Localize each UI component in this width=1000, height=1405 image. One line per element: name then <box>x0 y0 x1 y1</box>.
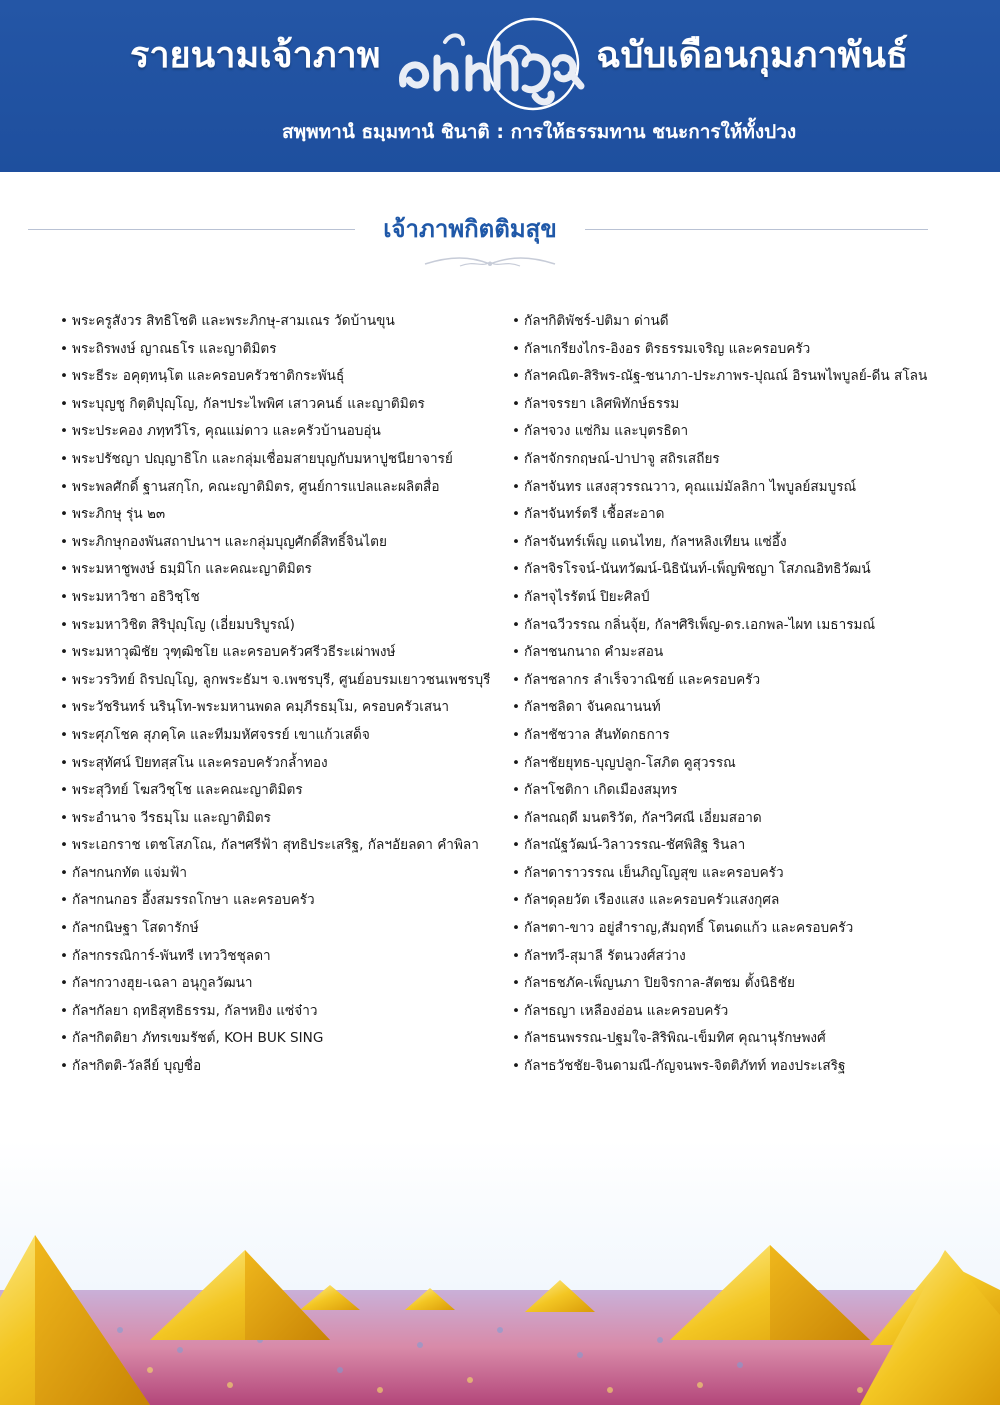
sponsor-name-item: • กัลฯณัฐวัฒน์-วิลาวรรณ-ชัศพิสิฐ รินลา <box>510 832 980 860</box>
sponsor-name-item: • พระสุทัศน์ ปิยทสฺสโน และครอบครัวกล้ำทอง <box>58 750 510 778</box>
header-subtitle: สพฺพทานํ ธมฺมทานํ ชินาติ : การให้ธรรมทาน ชนะการให้ทั้งปวง <box>282 121 797 143</box>
sponsor-list-right <box>510 308 980 1081</box>
sponsor-name-item: • กัลฯชลากร ลำเร็จวาณิชย์ และครอบครัว <box>510 667 980 695</box>
sponsor-name-item: • พระพลศักดิ์ ฐานสกฺโก, คณะญาติมิตร, ศูนย์การแปลและผลิตสื่อ <box>58 474 510 502</box>
sponsor-name-item: • พระมหาวิชิต สิริปุญฺโญ (เอี่ยมบริบูรณ์) <box>58 612 510 640</box>
sponsor-name-item: • พระมหาวิชา อธิวิชฺโช <box>58 584 510 612</box>
sponsor-name-item: • พระประคอง ภทฺทวีโร, คุณแม่ดาว และครัวบ้านอบอุ่น <box>58 418 510 446</box>
sponsor-name-item: • กัลฯชนกนาถ คำมะสอน <box>510 639 980 667</box>
sponsor-name-item: • พระวัชรินทร์ นรินฺโท-พระมหานพดล คมฺภีรธมฺโม, ครอบครัวเสนา <box>58 694 510 722</box>
sponsor-name-item: • กัลฯจันทร์เพ็ญ แดนไทย, กัลฯหลิงเทียน แซ่อึ้ง <box>510 529 980 557</box>
sponsor-name-item: • กัลฯดุลยวัต เรืองแสง และครอบครัวแสงกุศล <box>510 887 980 915</box>
sponsor-name-item: • กัลฯกนกอร อึ้งสมรรถโกษา และครอบครัว <box>58 887 510 915</box>
magazine-logo <box>385 14 590 114</box>
sponsor-name-item: • กัลฯโชติกา เกิดเมืองสมุทร <box>510 777 980 805</box>
heading-rule-right <box>585 229 928 230</box>
header-banner <box>0 0 1000 172</box>
sponsor-name-item: • กัลฯตา-ขาว อยู่สำราญ,สัมฤทธิ์ โตนดแก้ว และครอบครัว <box>510 915 980 943</box>
sponsor-name-item: • พระปรัชญา ปญฺญาธิโก และกลุ่มเชื่อมสายบุญกับมหาปูชนียาจารย์ <box>58 446 510 474</box>
sponsor-name-item: • กัลฯธชภัค-เพ็ญนภา ปิยจิรกาล-สัตชม ตั้งนิธิชัย <box>510 970 980 998</box>
sponsor-name-item: • พระบุญชู กิตฺติปุญฺโญ, กัลฯประไพพิศ เสาวคนธ์ และญาติมิตร <box>58 391 510 419</box>
sponsor-name-item: • กัลฯกัลยา ฤทธิสุทธิธรรม, กัลฯหยิง แซ่จ๋าว <box>58 998 510 1026</box>
sponsor-name-item: • กัลฯกนิษฐา โสดารักษ์ <box>58 915 510 943</box>
sponsor-name-item: • กัลฯทวี-สุมาลี รัตนวงศ์สว่าง <box>510 943 980 971</box>
sponsor-name-item: • กัลฯธญา เหลืองอ่อน และครอบครัว <box>510 998 980 1026</box>
sponsor-name-item: • กัลฯกวางฮุย-เฉลา อนุกูลวัฒนา <box>58 970 510 998</box>
sponsor-name-item: • กัลฯดาราวรรณ เย็นภิญโญสุข และครอบครัว <box>510 860 980 888</box>
sponsor-name-item: • กัลฯกรรณิการ์-พันทรี เทววิชชุลดา <box>58 943 510 971</box>
sponsor-name-item: • พระวรวิทย์ ถิรปญฺโญ, ลูกพระธัมฯ จ.เพชรบุรี, ศูนย์อบรมเยาวชนเพชรบุรี <box>58 667 510 695</box>
sponsor-name-item: • กัลฯจิรโรจน์-นันทวัฒน์-นิธินันท์-เพ็ญพิชญา โสภณอิทธิวัฒน์ <box>510 556 980 584</box>
sponsor-name-item: • พระอำนาจ วีรธมฺโม และญาติมิตร <box>58 805 510 833</box>
pagoda-illustration <box>0 1140 1000 1405</box>
sponsor-name-item: • กัลฯกิตติ-วัลลีย์ บุญชื่อ <box>58 1053 510 1081</box>
sponsor-name-item: • พระสุวิทย์ โฆสวิชฺโช และคณะญาติมิตร <box>58 777 510 805</box>
sponsor-name-item: • พระครูสังวร สิทธิโชติ และพระภิกษุ-สามเณร วัดบ้านขุน <box>58 308 510 336</box>
sponsor-name-item: • กัลฯคณิต-สิริพร-ณัฐ-ชนาภา-ประภาพร-ปุณณ์ อิรนพไพบูลย์-ดีน สโลน <box>510 363 980 391</box>
sponsor-list-left <box>58 308 510 1081</box>
sponsor-name-item: • พระภิกษุกองพันสถาปนาฯ และกลุ่มบุญศักดิ์สิทธิ์จินไตย <box>58 529 510 557</box>
sponsor-name-item: • กัลฯจุไรรัตน์ ปิยะศิลป์ <box>510 584 980 612</box>
sponsor-name-item: • กัลฯชลิดา จันคณานนท์ <box>510 694 980 722</box>
sponsor-name-item: • พระมหาวุฒิชัย วุฑฺฒิชโย และครอบครัวศรีวธีระเผ่าพงษ์ <box>58 639 510 667</box>
sponsor-name-item: • พระถิรพงษ์ ญาณธโร และญาติมิตร <box>58 336 510 364</box>
sponsor-name-item: • กัลฯจันทร์ตรี เชื้อสะอาด <box>510 501 980 529</box>
sponsor-name-item: • กัลฯกิตติยา ภัทรเขมรัชต์, KOH BUK SING <box>58 1025 510 1053</box>
sponsor-name-item: • กัลฯเกรียงไกร-อิงอร ติรธรรมเจริญ และครอบครัว <box>510 336 980 364</box>
section-heading <box>0 208 1000 252</box>
header-title-left: รายนามเจ้าภาพ <box>130 35 381 76</box>
sponsor-name-item: • กัลฯจรรยา เลิศพิทักษ์ธรรม <box>510 391 980 419</box>
sponsor-name-item: • กัลฯณฤดี มนตริวัต, กัลฯวิศณี เอี่ยมสอาด <box>510 805 980 833</box>
sponsor-name-item: • พระภิกษุ รุ่น ๒๓ <box>58 501 510 529</box>
sponsor-name-item: • พระศุภโชค สุภคฺโค และทีมมหัศจรรย์ เขาแก้วเสด็จ <box>58 722 510 750</box>
section-title: เจ้าภาพกิตติมสุข <box>383 215 557 243</box>
logo-artwork <box>385 14 590 114</box>
sponsor-name-item: • กัลฯชัชวาล สันทัดกธการ <box>510 722 980 750</box>
sponsor-name-item: • กัลฯธนพรรณ-ปฐมใจ-สิริพิณ-เข็มทิศ คุณานุรักษพงศ์ <box>510 1025 980 1053</box>
heading-rule-left <box>28 229 355 230</box>
sponsor-name-item: • พระมหาชูพงษ์ ธมฺมิโก และคณะญาติมิตร <box>58 556 510 584</box>
sponsor-name-item: • กัลฯจวง แซ่กิม และบุตรธิดา <box>510 418 980 446</box>
sponsor-name-item: • กัลฯฉวีวรรณ กลิ่นจุ้ย, กัลฯศิริเพ็ญ-ดร.เอกพล-ไผท เมธารมณ์ <box>510 612 980 640</box>
heading-ornament-icon <box>420 252 560 272</box>
sponsor-name-item: • กัลฯจันทร แสงสุวรรณวาว, คุณแม่มัลลิกา ไพบูลย์สมบูรณ์ <box>510 474 980 502</box>
sponsor-name-item: • กัลฯจักรกฤษณ์-ปาปาจู สถิรเสถียร <box>510 446 980 474</box>
sponsor-name-item: • กัลฯธวัชชัย-จินดามณี-กัญจนพร-จิตติภัทท์ ทองประเสริฐ <box>510 1053 980 1081</box>
sponsor-name-item: • พระธีระ อคุตฺทนฺโต และครอบครัวชาติกระพันธุ์ <box>58 363 510 391</box>
sponsor-name-item: • พระเอกราช เตชโสภโณ, กัลฯศรีฟ้า สุทธิประเสริฐ, กัลฯอัยลดา คำพิลา <box>58 832 510 860</box>
sponsor-name-item: • กัลฯชัยยุทธ-บุญปลูก-โสภิต คูสุวรรณ <box>510 750 980 778</box>
sponsor-name-item: • กัลฯกิติพัชร์-ปติมา ด่านดี <box>510 308 980 336</box>
header-title-right: ฉบับเดือนกุมภาพันธ์ <box>596 35 908 76</box>
sponsor-name-item: • กัลฯกนกทัต แจ่มฟ้า <box>58 860 510 888</box>
